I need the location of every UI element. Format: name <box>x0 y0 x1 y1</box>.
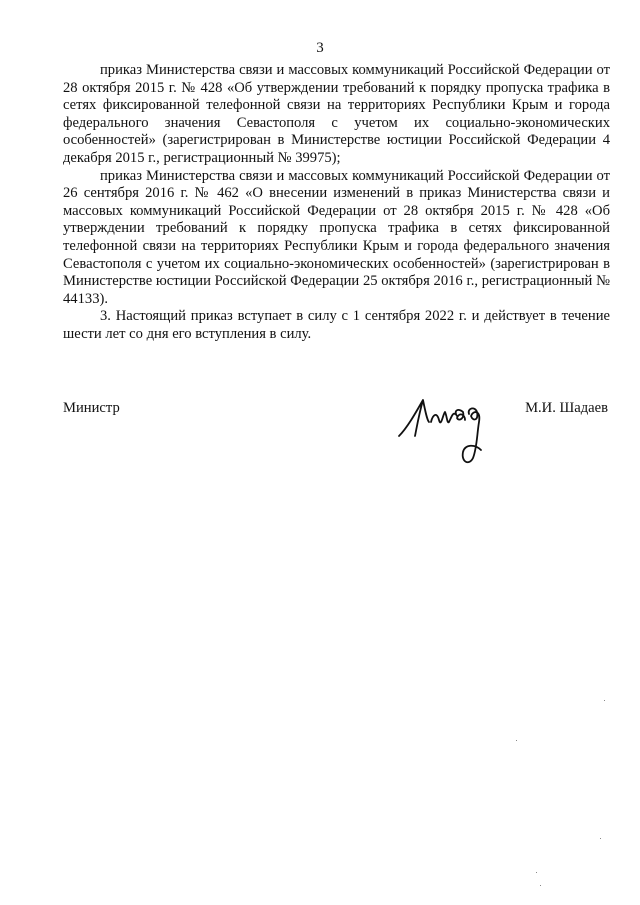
scan-speck <box>540 885 541 886</box>
scan-speck <box>536 872 537 873</box>
page-number: 3 <box>316 40 324 56</box>
scan-speck <box>604 700 605 701</box>
signer-position: Министр <box>63 400 120 416</box>
scan-speck <box>600 838 601 839</box>
scan-speck <box>516 740 517 741</box>
paragraph-effective-date: 3. Настоящий приказ вступает в силу с 1 сентября 2022 г. и действует в течение шести лет со дня его вступления в силу. <box>63 308 610 342</box>
signer-name: М.И. Шадаев <box>525 400 608 416</box>
paragraph-order-462: приказ Министерства связи и массовых коммуникаций Российской Федерации от 26 сентября 2016 г. № 462 «О внесении изменений в приказ Министерства связи и массовых коммуникаций Российской Федерации от 28 октября 2015 г. № 428 «Об утверждении требований к порядку пропуска трафика в сетях фиксированной телефонной связи на территориях Республики Крым и города федерального значения Севастополя с учетом их социально-экономических особенностей» (зарегистрирован в Министерстве юстиции Российской Федерации 25 октября 2016 г., регистрационный № 44133). <box>63 167 610 307</box>
document-body <box>63 62 610 344</box>
signature-block <box>63 392 610 482</box>
handwritten-signature <box>393 392 503 472</box>
paragraph-order-428: приказ Министерства связи и массовых коммуникаций Российской Федерации от 28 октября 2015 г. № 428 «Об утверждении требований к порядку пропуска трафика в сетях фиксированной телефонной связи на территориях Республики Крым и города федерального значения Севастополя с учетом их социально-экономических особенностей» (зарегистрирован в Министерстве юстиции Российской Федерации 4 декабря 2015 г., регистрационный № 39975); <box>63 62 610 166</box>
